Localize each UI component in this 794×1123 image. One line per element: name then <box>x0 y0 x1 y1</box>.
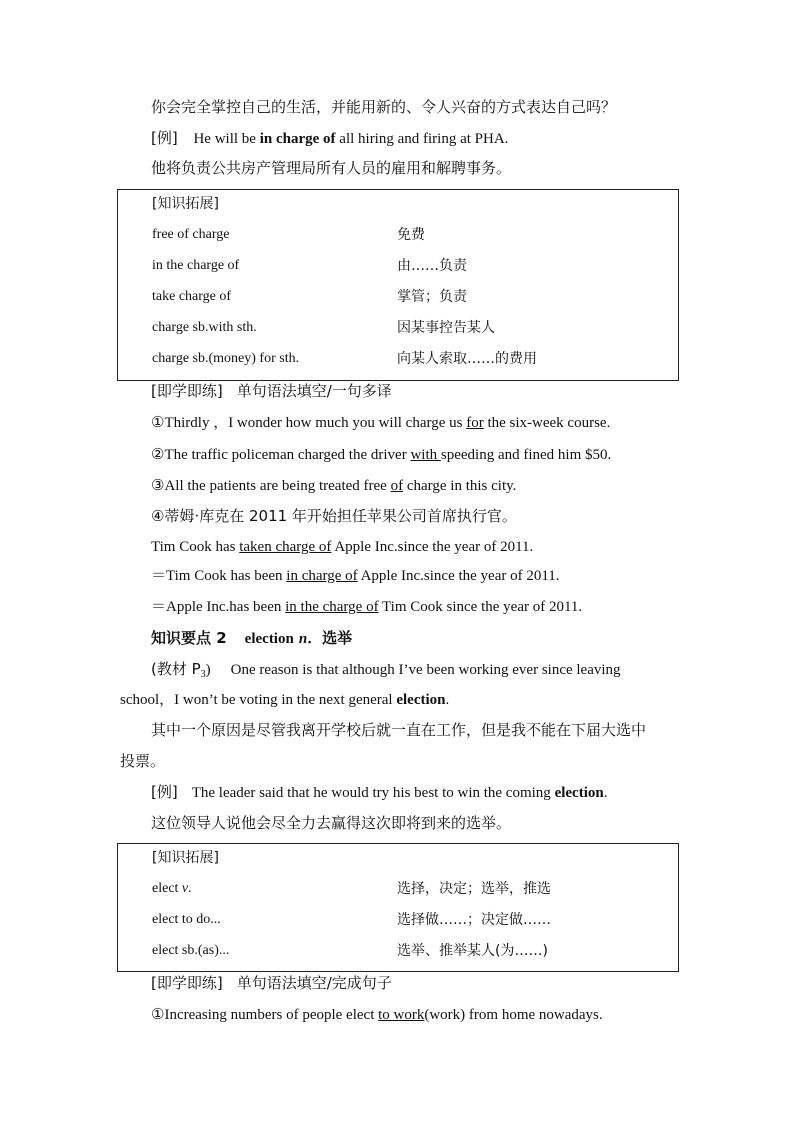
source-label-end: ) <box>205 662 211 678</box>
source-text: school，I won’t be voting in the next general <box>120 692 397 708</box>
question-text: the six-week course. <box>483 415 611 431</box>
phrase-en: in the charge of <box>152 258 240 273</box>
phrase-en: charge sb.with sth. <box>152 320 257 335</box>
phrase-pos: v <box>181 881 189 896</box>
phrase-text: . <box>188 881 192 896</box>
question-text: charge in this city. <box>403 478 517 494</box>
practice-tag: [即学即练] <box>151 974 223 992</box>
phrase-zh: 由……负责 <box>397 258 467 274</box>
box-title: [知识拓展] <box>152 196 219 212</box>
practice-header-1 <box>151 381 392 401</box>
question-text: ②The traffic policeman charged the driver <box>151 447 411 463</box>
question-text: (work) from home nowadays. <box>424 1007 603 1023</box>
practice-question-2 <box>151 445 611 465</box>
heading-word: election <box>244 631 294 647</box>
phrase-en: elect sb.(as)... <box>152 943 230 958</box>
question-text: ③All the patients are being treated free <box>151 478 391 494</box>
phrase-en: charge sb.(money) for sth. <box>152 351 300 366</box>
answer-blank: for <box>466 415 484 431</box>
answer-blank: in charge of <box>286 568 358 584</box>
translation-2 <box>151 566 560 586</box>
phrase-en <box>152 879 192 899</box>
answer-blank: taken charge of <box>239 539 332 555</box>
translation-text: ＝Tim Cook has been <box>151 568 287 584</box>
practice-header-2 <box>151 973 392 993</box>
knowledge-extension-box-1 <box>117 189 679 381</box>
example-sentence <box>151 128 508 149</box>
phrase-zh: 选择，决定；选举，推选 <box>397 881 551 897</box>
section-heading-2 <box>151 628 352 649</box>
translation-text: Tim Cook has <box>151 539 240 555</box>
phrase-zh: 选举、推举某人(为……) <box>397 943 548 959</box>
phrase-zh: 免费 <box>397 227 425 243</box>
translation-text: Tim Cook since the year of 2011. <box>378 599 583 615</box>
example-tag: [例] <box>151 783 178 801</box>
translation-text: Apple Inc.since the year of 2011. <box>357 568 560 584</box>
example-keyword: in charge of <box>259 131 336 147</box>
example-text-a: The leader said that he would try his best to win the coming <box>191 785 555 801</box>
phrase-text: elect <box>152 881 182 896</box>
phrase-en: elect to do... <box>152 912 221 927</box>
practice-tag: [即学即练] <box>151 382 223 400</box>
example-text-b: . <box>603 785 608 801</box>
box-title: [知识拓展] <box>152 850 219 866</box>
phrase-en: take charge of <box>152 289 232 304</box>
heading-pos: n． <box>298 631 323 647</box>
practice-question-1 <box>151 413 610 433</box>
example-sentence-2 <box>151 782 607 803</box>
example-text-b: all hiring and firing at PHA. <box>335 131 509 147</box>
knowledge-extension-box-2 <box>117 843 679 972</box>
answer-blank: to work <box>378 1007 425 1023</box>
translation-1 <box>151 537 533 557</box>
source-keyword: election <box>396 692 446 708</box>
example-translation-2: 这位领导人说他会尽全力去赢得这次即将到来的选举。 <box>151 814 512 832</box>
phrase-en: free of charge <box>152 227 230 242</box>
phrase-zh: 向某人索取……的费用 <box>397 351 537 367</box>
answer-blank: with <box>410 447 441 463</box>
answer-blank: of <box>390 478 404 494</box>
practice-question-3 <box>151 476 516 496</box>
source-translation-line-1: 其中一个原因是尽管我离开学校后就一直在工作，但是我不能在下届大选中 <box>151 721 647 739</box>
practice-title: 单句语法填空/完成句子 <box>236 974 392 992</box>
practice-question-5 <box>151 1005 603 1025</box>
heading-label: 知识要点 2 <box>151 629 227 647</box>
phrase-zh: 选择做……；决定做…… <box>397 912 551 928</box>
translation-3 <box>151 597 582 617</box>
example-tag: [例] <box>151 129 178 147</box>
example-text-a: He will be <box>193 131 260 147</box>
question-text: speeding and fined him $50. <box>440 447 612 463</box>
source-label: (教材 P <box>151 660 201 678</box>
textbook-source-line <box>151 659 621 685</box>
practice-question-4: ④蒂姆·库克在 2011 年开始担任苹果公司首席执行官。 <box>151 507 517 525</box>
example-translation: 他将负责公共房产管理局所有人员的雇用和解聘事务。 <box>151 159 512 177</box>
heading-chinese: 选举 <box>322 629 353 647</box>
practice-title: 单句语法填空/一句多译 <box>236 382 392 400</box>
phrase-zh: 掌管；负责 <box>397 289 467 305</box>
source-translation-line-2: 投票。 <box>120 752 166 770</box>
phrase-zh: 因某事控告某人 <box>397 320 495 336</box>
translation-text: Apple Inc.since the year of 2011. <box>331 539 534 555</box>
source-page: 3 <box>200 669 206 680</box>
question-text: ①Thirdly ，I wonder how much you will charge us <box>151 415 467 431</box>
source-text: One reason is that although I’ve been working ever since leaving <box>230 662 621 678</box>
question-text: ①Increasing numbers of people elect <box>151 1007 379 1023</box>
textbook-source-line-2 <box>120 690 449 710</box>
intro-chinese-line: 你会完全掌控自己的生活，并能用新的、令人兴奋的方式表达自己吗？ <box>151 98 617 116</box>
source-text: . <box>445 692 450 708</box>
example-keyword: election <box>554 785 604 801</box>
answer-blank: in the charge of <box>285 599 379 615</box>
translation-text: ＝Apple Inc.has been <box>151 599 286 615</box>
